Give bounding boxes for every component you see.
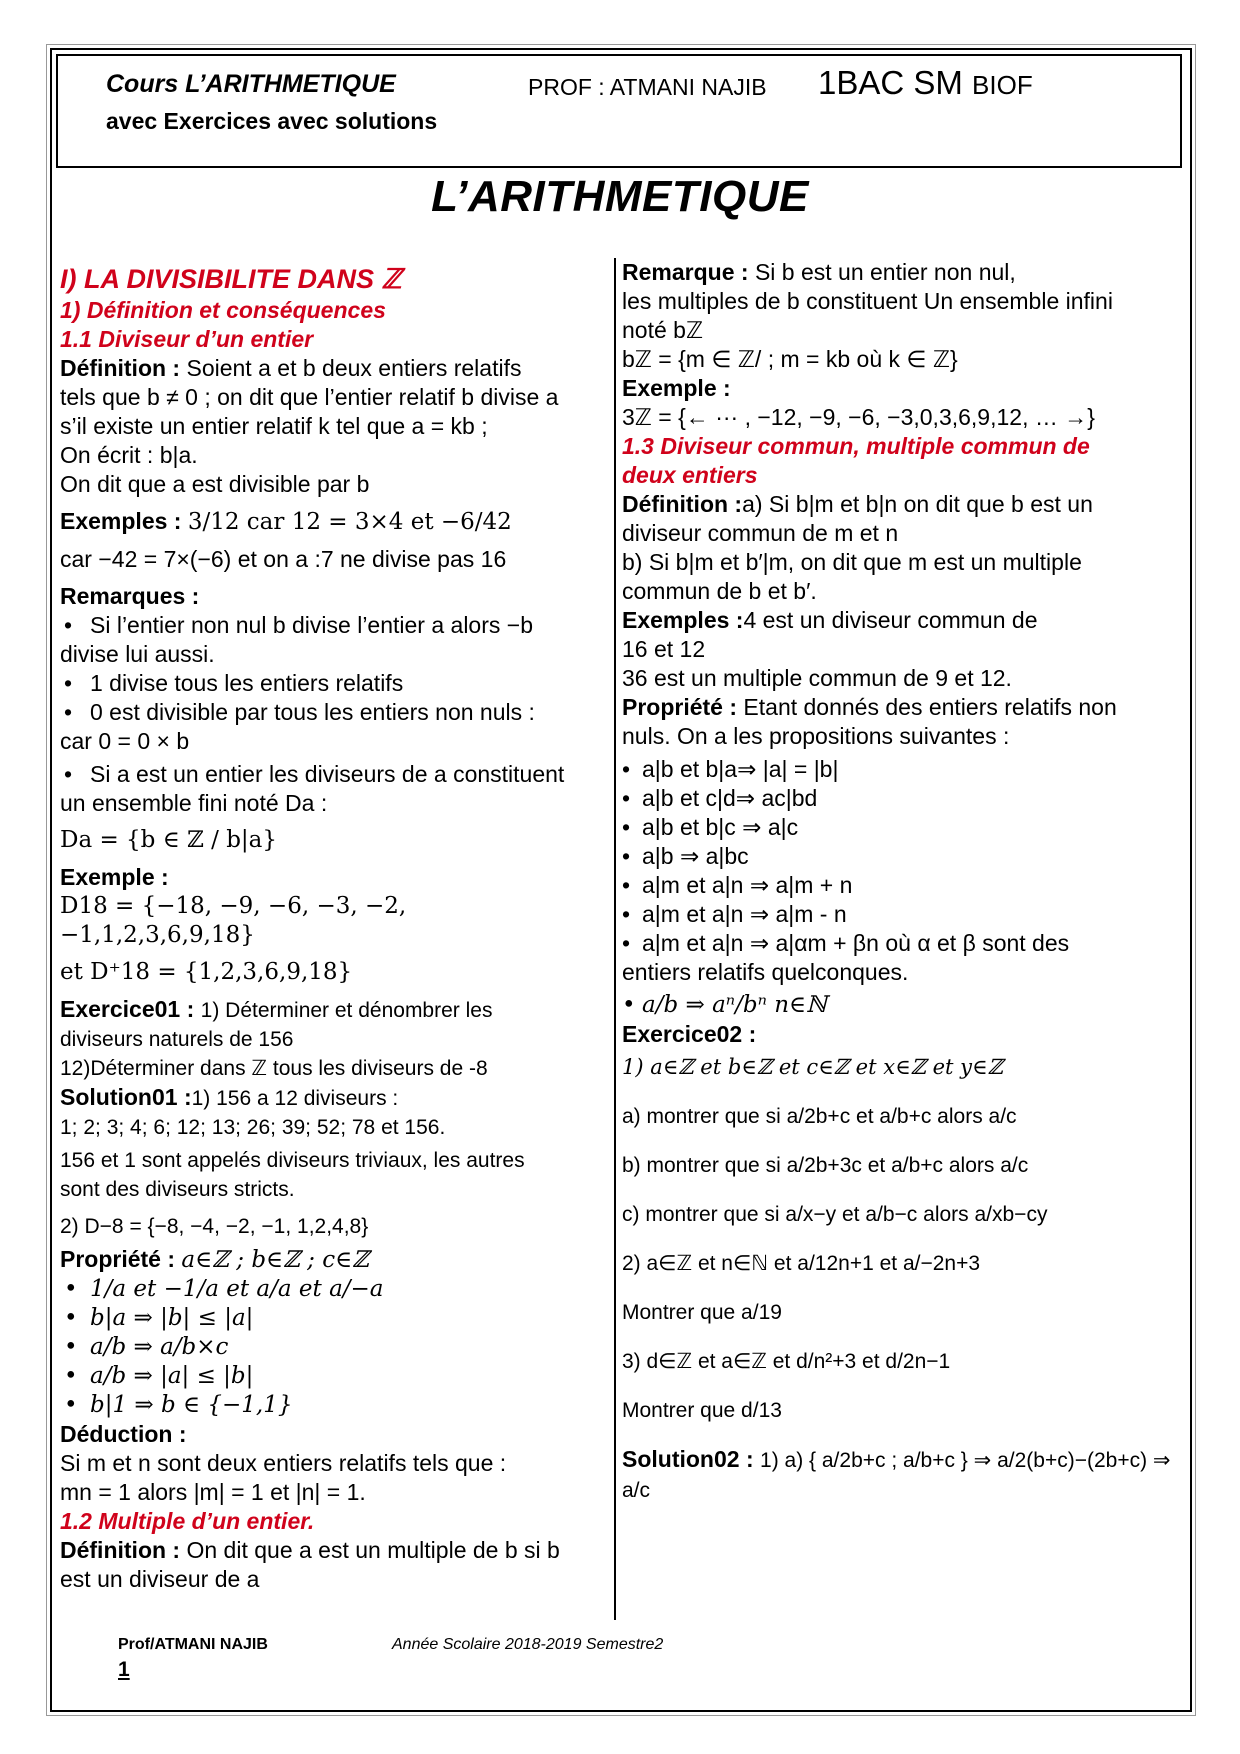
property-label: Propriété : xyxy=(60,1246,176,1272)
property-item: b|a ⇒ |b| ≤ |a| xyxy=(90,1305,254,1331)
remark-continuation: divise lui aussi. xyxy=(60,641,215,667)
examples-label: Exemples : xyxy=(60,508,182,534)
property-item: a|m et a|n ⇒ a|m - n xyxy=(642,901,847,927)
exercise-02-line: c) montrer que si a/x−y et a/b−c alors a/xb−cy xyxy=(622,1203,1048,1226)
right-column xyxy=(622,258,1178,1505)
solution-02-text: 1) a) { a/2b+c ; a/b+c } ⇒ a/2(b+c)−(2b+c) ⇒ a/c xyxy=(622,1449,1171,1502)
remark xyxy=(622,258,1178,287)
remark-text: Si b est un entier non nul, xyxy=(754,259,1016,285)
column-divider xyxy=(614,258,616,1620)
list-item xyxy=(622,755,1178,784)
exercise-01 xyxy=(60,995,608,1025)
examples-text: 4 est un diviseur commun de xyxy=(743,607,1038,633)
definition-multiple xyxy=(60,1536,608,1565)
solution-01-line: 1; 2; 3; 4; 6; 12; 13; 26; 39; 52; 78 et 156. xyxy=(60,1116,446,1139)
property-item: a|b et b|a⇒ |a| = |b| xyxy=(642,756,839,782)
exercise-02-line: Montrer que a/19 xyxy=(622,1301,782,1324)
d18-set: D18 = {−18, −9, −6, −3, −2, −1,1,2,3,6,9,18} xyxy=(60,893,407,948)
exercise-02-line: 3) d∈ℤ et a∈ℤ et d/n²+3 et d/2n−1 xyxy=(622,1350,951,1373)
property-line: entiers relatifs quelconques. xyxy=(622,959,909,985)
property-list xyxy=(60,1275,608,1420)
examples-label: Exemples : xyxy=(622,607,744,633)
solution-02 xyxy=(622,1445,1178,1505)
property-item: a|b et c|d⇒ ac|bd xyxy=(642,785,818,811)
solution-01 xyxy=(60,1083,608,1113)
remark-text: Si l’entier non nul b divise l’entier a alors −b xyxy=(90,612,533,638)
d18-positive-set: et D⁺18 = {1,2,3,6,9,18} xyxy=(60,959,353,985)
property-head: a∈ℤ ; b∈ℤ ; c∈ℤ xyxy=(181,1247,369,1273)
examples xyxy=(622,606,1178,635)
solution-01-line: 156 et 1 sont appelés diviseurs triviaux, les autres xyxy=(60,1149,525,1172)
section-heading-I: I) LA DIVISIBILITE DANS ℤ xyxy=(60,264,402,294)
deduction-line: Si m et n sont deux entiers relatifs tels que : xyxy=(60,1450,507,1476)
section-heading-1-3: 1.3 Diviseur commun, multiple commun de xyxy=(622,433,1090,459)
list-item xyxy=(622,784,1178,813)
list-item xyxy=(60,1362,608,1391)
course-title: Cours L’ARITHMETIQUE xyxy=(106,70,396,98)
property-item: a|b et b|c ⇒ a|c xyxy=(642,814,799,840)
examples xyxy=(60,507,608,537)
definition-label: Définition : xyxy=(60,1537,181,1563)
list-item xyxy=(60,611,608,640)
examples-line: car −42 = 7×(−6) et on a :7 ne divise pas 16 xyxy=(60,546,507,572)
example-line: 3ℤ = {← ··· , −12, −9, −6, −3,0,3,6,9,12, … →} xyxy=(622,404,1095,430)
remark-line: les multiples de b constituent Un ensemble infini xyxy=(622,288,1113,314)
exercise-01-label: Exercice01 : xyxy=(60,996,195,1022)
remark-text: 1 divise tous les entiers relatifs xyxy=(90,670,404,696)
property-item: a|m et a|n ⇒ a|αm + βn où α et β sont des xyxy=(642,930,1070,956)
exercise-01-line: diviseurs naturels de 156 xyxy=(60,1028,294,1051)
exercise-02-line: b) montrer que si a/2b+3c et a/b+c alors a/c xyxy=(622,1154,1029,1177)
class-level-main: 1BAC SM xyxy=(818,64,963,101)
definition-line: On écrit : b|a. xyxy=(60,442,198,468)
section-heading-1-2: 1.2 Multiple d’un entier. xyxy=(60,1508,315,1534)
course-subtitle: avec Exercices avec solutions xyxy=(106,108,438,134)
definition-label: Définition : xyxy=(60,355,181,381)
list-item xyxy=(622,813,1178,842)
document-header xyxy=(56,54,1182,168)
multiples-set-formula: bℤ = {m ∈ ℤ/ ; m = kb où k ∈ ℤ} xyxy=(622,346,958,372)
property-item: a|b ⇒ a|bc xyxy=(642,843,749,869)
footer-school-year: Année Scolaire 2018-2019 Semestre2 xyxy=(392,1636,664,1653)
examples-line: 36 est un multiple commun de 9 et 12. xyxy=(622,665,1012,691)
exercise-02-label: Exercice02 : xyxy=(622,1021,757,1047)
definition-line: s’il existe un entier relatif k tel que a = kb ; xyxy=(60,413,488,439)
deduction-label: Déduction : xyxy=(60,1421,187,1447)
footer-author: Prof/ATMANI NAJIB xyxy=(118,1636,268,1653)
definition-label: Définition : xyxy=(622,491,743,517)
list-item xyxy=(60,760,608,789)
property-item: a|m et a|n ⇒ a|m + n xyxy=(642,872,853,898)
remarks-list xyxy=(60,611,608,640)
left-column xyxy=(60,262,608,1594)
definition-common xyxy=(622,490,1178,519)
exercise-01-line: 12)Déterminer dans ℤ tous les diviseurs de -8 xyxy=(60,1057,488,1080)
definition-line: On dit que a est divisible par b xyxy=(60,471,370,497)
exercise-01-text: 1) Déterminer et dénombrer les xyxy=(200,999,493,1022)
list-item xyxy=(60,1391,608,1420)
remark-text: 0 est divisible par tous les entiers non nuls : xyxy=(90,699,535,725)
definition-line: b) Si b|m et b′|m, on dit que m est un multiple xyxy=(622,549,1082,575)
definition-line: tels que b ≠ 0 ; on dit que l’entier relatif b divise a xyxy=(60,384,559,410)
remarks-list xyxy=(60,760,608,789)
property-item: b|1 ⇒ b ∈ {−1,1} xyxy=(90,1392,293,1418)
property-label: Propriété : xyxy=(622,694,738,720)
remark-label: Remarque : xyxy=(622,259,749,285)
solution-01-label: Solution01 : xyxy=(60,1084,192,1110)
list-item xyxy=(60,698,608,727)
example-label: Exemple : xyxy=(622,375,731,401)
page-number: 1 xyxy=(118,1658,130,1681)
remark-continuation: car 0 = 0 × b xyxy=(60,728,190,754)
property-item: a/b ⇒ a/b×c xyxy=(90,1334,229,1360)
example-label: Exemple : xyxy=(60,864,169,890)
list-item xyxy=(622,842,1178,871)
definition-line: diviseur commun de m et n xyxy=(622,520,899,546)
property-item: a/b ⇒ aⁿ/bⁿ n∈ℕ xyxy=(642,992,828,1018)
definition-text: On dit que a est un multiple de b si b xyxy=(186,1537,560,1563)
list-item xyxy=(622,900,1178,929)
exercise-02-line: Montrer que d/13 xyxy=(622,1399,782,1422)
exercise-02-line: a) montrer que si a/2b+c et a/b+c alors a/c xyxy=(622,1105,1017,1128)
property-list xyxy=(622,991,1178,1020)
property-item: 1/a et −1/a et a/a et a/−a xyxy=(90,1276,384,1302)
list-item xyxy=(622,929,1178,958)
solution-02-label: Solution02 : xyxy=(622,1446,754,1472)
solution-01-text: 1) 156 a 12 diviseurs : xyxy=(191,1087,399,1110)
solution-01-line: sont des diviseurs stricts. xyxy=(60,1178,295,1201)
class-level xyxy=(818,64,1033,102)
examples-line: 16 et 12 xyxy=(622,636,706,662)
property-line: nuls. On a les propositions suivantes : xyxy=(622,723,1010,749)
section-heading-1: 1) Définition et conséquences xyxy=(60,297,386,323)
remarks-label: Remarques : xyxy=(60,583,200,609)
remarks-list xyxy=(60,669,608,727)
prof-name: PROF : ATMANI NAJIB xyxy=(528,74,767,100)
definition-divisor xyxy=(60,354,608,383)
list-item xyxy=(622,871,1178,900)
property-item: a/b ⇒ |a| ≤ |b| xyxy=(90,1363,254,1389)
property xyxy=(622,693,1178,722)
exercise-02-line: 2) a∈ℤ et n∈ℕ et a/12n+1 et a/−2n+3 xyxy=(622,1252,981,1275)
remark-continuation: un ensemble fini noté Da : xyxy=(60,790,328,816)
list-item xyxy=(60,1333,608,1362)
deduction-line: mn = 1 alors |m| = 1 et |n| = 1. xyxy=(60,1479,366,1505)
list-item xyxy=(60,1275,608,1304)
list-item xyxy=(622,991,1178,1020)
remark-text: Si a est un entier les diviseurs de a constituent xyxy=(90,761,565,787)
definition-text: a) Si b|m et b|n on dit que b est un xyxy=(742,491,1093,517)
list-item xyxy=(60,669,608,698)
definition-text: Soient a et b deux entiers relatifs xyxy=(186,355,522,381)
page-title: L’ARITHMETIQUE xyxy=(431,172,809,221)
definition-line: est un diviseur de a xyxy=(60,1566,260,1592)
solution-01-line: 2) D−8 = {−8, −4, −2, −1, 1,2,4,8} xyxy=(60,1215,369,1238)
section-heading-1-3-cont: deux entiers xyxy=(622,462,758,488)
examples-text: 3/12 car 12 = 3×4 et −6/42 xyxy=(187,509,512,535)
divisor-set-formula: Da = {b ∈ ℤ / b|a} xyxy=(60,827,278,853)
property-text: Etant donnés des entiers relatifs non xyxy=(743,694,1117,720)
property-list xyxy=(622,755,1178,958)
list-item xyxy=(60,1304,608,1333)
section-heading-1-1: 1.1 Diviseur d’un entier xyxy=(60,326,314,352)
class-level-suffix: BIOF xyxy=(972,70,1033,100)
definition-line: commun de b et b′. xyxy=(622,578,817,604)
remark-line: noté bℤ xyxy=(622,317,704,343)
exercise-02-line: 1) a∈ℤ et b∈ℤ et c∈ℤ et x∈ℤ et y∈ℤ xyxy=(622,1055,1003,1079)
property xyxy=(60,1245,608,1275)
